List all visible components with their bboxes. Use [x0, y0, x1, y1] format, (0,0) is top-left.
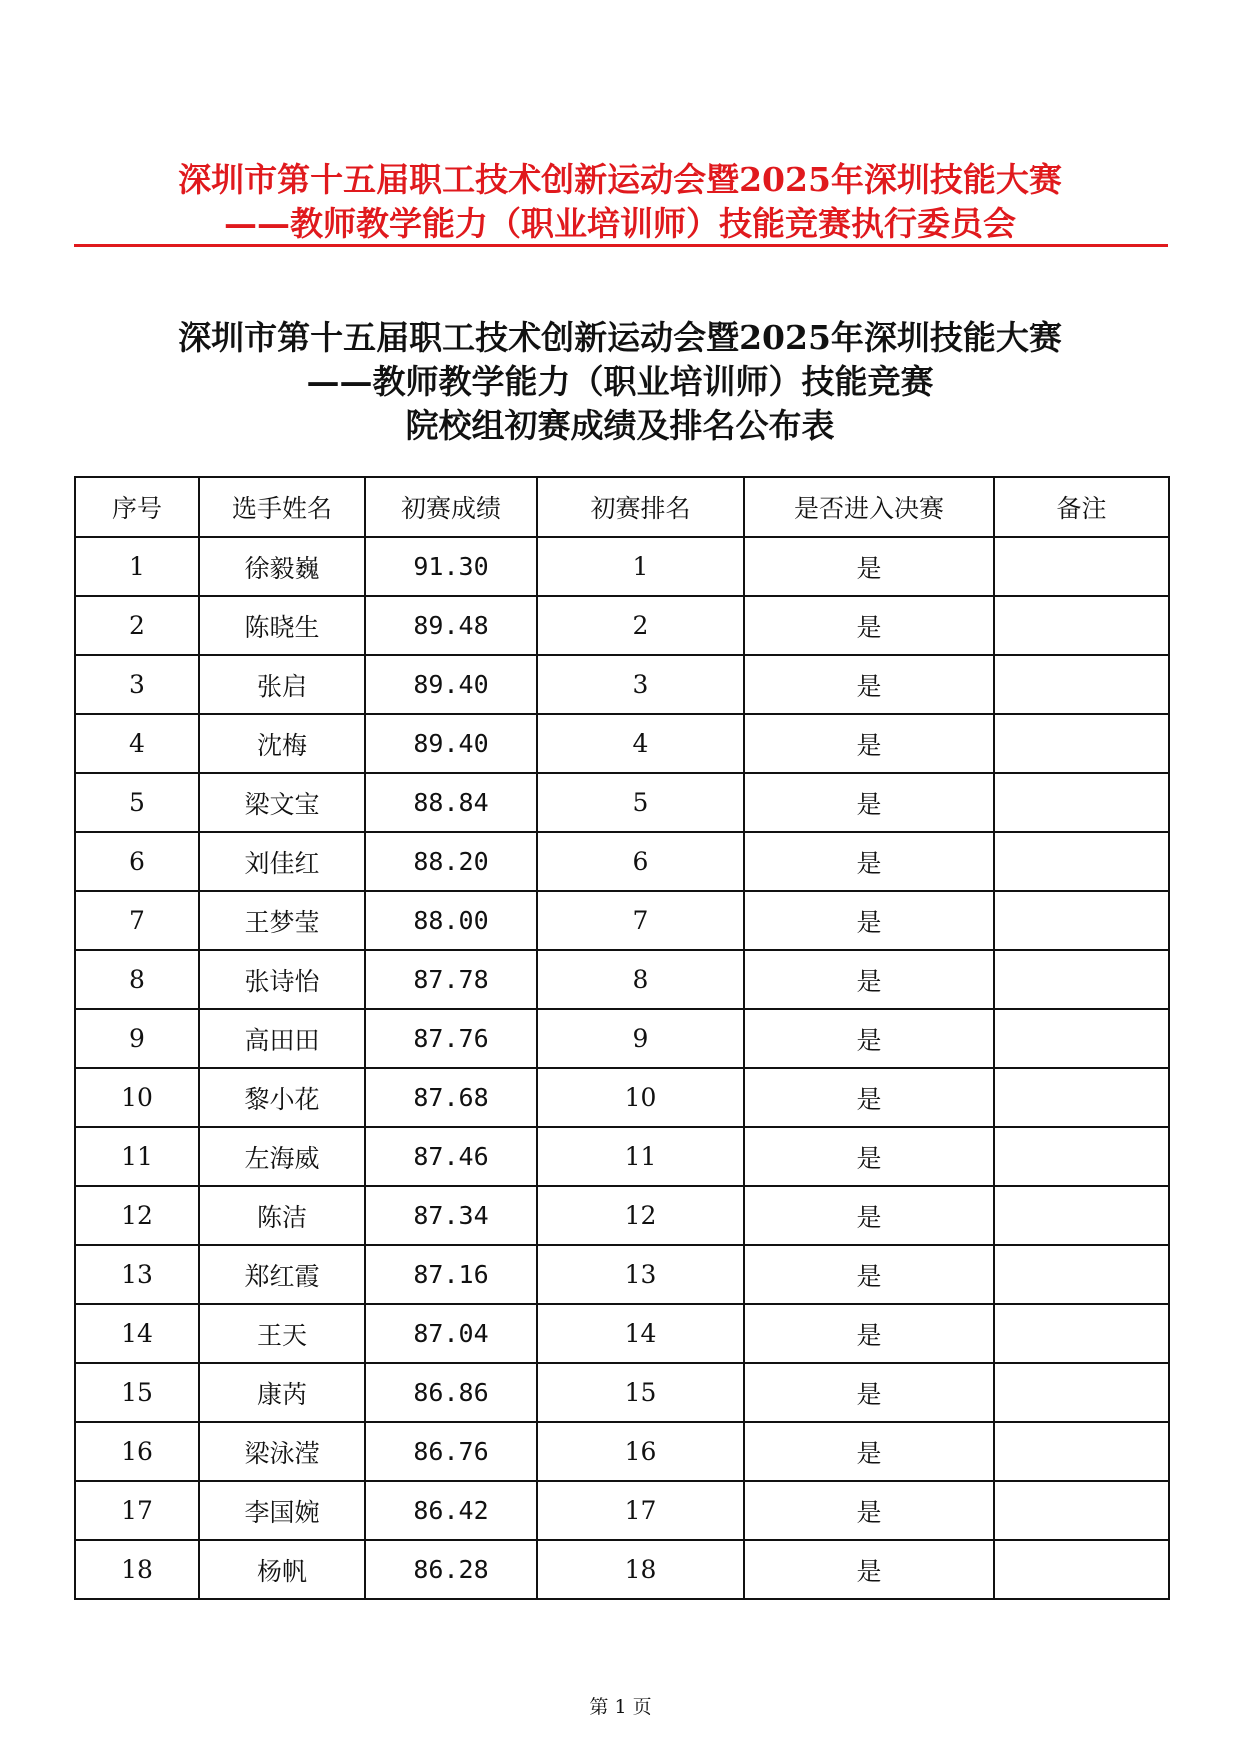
cell-rank: 16 [537, 1422, 744, 1481]
page-number: 第 1 页 [589, 1696, 652, 1718]
cell-score: 88.20 [365, 832, 537, 891]
cell-rank: 5 [537, 773, 744, 832]
cell-note [994, 1363, 1169, 1422]
cell-name: 康芮 [199, 1363, 365, 1422]
cell-name: 陈洁 [199, 1186, 365, 1245]
cell-final: 是 [744, 1422, 994, 1481]
table-row [75, 1068, 1169, 1127]
table-row [75, 1245, 1169, 1304]
cell-final: 是 [744, 537, 994, 596]
cell-final: 是 [744, 714, 994, 773]
cell-rank: 10 [537, 1068, 744, 1127]
cell-rank: 17 [537, 1481, 744, 1540]
cell-final: 是 [744, 773, 994, 832]
cell-note [994, 950, 1169, 1009]
cell-score: 91.30 [365, 537, 537, 596]
cell-rank: 7 [537, 891, 744, 950]
cell-name: 梁泳滢 [199, 1422, 365, 1481]
cell-final: 是 [744, 1540, 994, 1599]
cell-index: 9 [75, 1009, 199, 1068]
cell-final: 是 [744, 655, 994, 714]
cell-rank: 14 [537, 1304, 744, 1363]
cell-name: 左海威 [199, 1127, 365, 1186]
cell-score: 86.28 [365, 1540, 537, 1599]
cell-score: 89.40 [365, 714, 537, 773]
cell-name: 王梦莹 [199, 891, 365, 950]
document-title-line-3: 院校组初赛成绩及排名公布表 [405, 406, 835, 445]
cell-name: 沈梅 [199, 714, 365, 773]
cell-final: 是 [744, 1127, 994, 1186]
cell-note [994, 596, 1169, 655]
results-table [74, 476, 1170, 1600]
cell-name: 黎小花 [199, 1068, 365, 1127]
cell-final: 是 [744, 1009, 994, 1068]
cell-name: 王天 [199, 1304, 365, 1363]
cell-final: 是 [744, 832, 994, 891]
cell-index: 5 [75, 773, 199, 832]
table-body [75, 537, 1169, 1599]
cell-index: 12 [75, 1186, 199, 1245]
cell-score: 87.46 [365, 1127, 537, 1186]
cell-note [994, 1540, 1169, 1599]
cell-name: 刘佳红 [199, 832, 365, 891]
cell-index: 15 [75, 1363, 199, 1422]
table-row [75, 714, 1169, 773]
cell-name: 高田田 [199, 1009, 365, 1068]
cell-final: 是 [744, 596, 994, 655]
cell-score: 87.78 [365, 950, 537, 1009]
cell-score: 87.68 [365, 1068, 537, 1127]
cell-rank: 2 [537, 596, 744, 655]
cell-rank: 9 [537, 1009, 744, 1068]
column-header-score: 初赛成绩 [365, 477, 537, 537]
cell-index: 4 [75, 714, 199, 773]
table-row [75, 1186, 1169, 1245]
cell-note [994, 1422, 1169, 1481]
cell-rank: 4 [537, 714, 744, 773]
cell-index: 3 [75, 655, 199, 714]
cell-rank: 8 [537, 950, 744, 1009]
table-row [75, 655, 1169, 714]
cell-name: 郑红霞 [199, 1245, 365, 1304]
cell-note [994, 1304, 1169, 1363]
cell-note [994, 655, 1169, 714]
table-row [75, 1481, 1169, 1540]
cell-score: 89.40 [365, 655, 537, 714]
cell-rank: 18 [537, 1540, 744, 1599]
cell-note [994, 714, 1169, 773]
cell-rank: 1 [537, 537, 744, 596]
cell-final: 是 [744, 1245, 994, 1304]
cell-final: 是 [744, 1304, 994, 1363]
cell-rank: 13 [537, 1245, 744, 1304]
cell-name: 杨帆 [199, 1540, 365, 1599]
table-row [75, 773, 1169, 832]
column-header-note: 备注 [994, 477, 1169, 537]
document-title-line-2: ——教师教学能力（职业培训师）技能竞赛 [306, 362, 934, 401]
cell-note [994, 1009, 1169, 1068]
cell-name: 徐毅巍 [199, 537, 365, 596]
cell-index: 6 [75, 832, 199, 891]
cell-name: 张诗怡 [199, 950, 365, 1009]
header-red-divider [74, 244, 1168, 247]
cell-note [994, 1245, 1169, 1304]
table-row [75, 1127, 1169, 1186]
table-row [75, 1304, 1169, 1363]
cell-index: 14 [75, 1304, 199, 1363]
committee-header-line-1: 深圳市第十五届职工技术创新运动会暨2025年深圳技能大赛 [178, 160, 1062, 199]
table-row [75, 832, 1169, 891]
cell-final: 是 [744, 891, 994, 950]
column-header-rank: 初赛排名 [537, 477, 744, 537]
cell-index: 2 [75, 596, 199, 655]
cell-index: 8 [75, 950, 199, 1009]
table-row [75, 1540, 1169, 1599]
cell-note [994, 832, 1169, 891]
cell-score: 88.00 [365, 891, 537, 950]
cell-score: 88.84 [365, 773, 537, 832]
cell-note [994, 1127, 1169, 1186]
cell-rank: 3 [537, 655, 744, 714]
cell-index: 13 [75, 1245, 199, 1304]
table-row [75, 950, 1169, 1009]
table-row [75, 1422, 1169, 1481]
cell-index: 17 [75, 1481, 199, 1540]
cell-score: 87.76 [365, 1009, 537, 1068]
cell-index: 16 [75, 1422, 199, 1481]
cell-rank: 6 [537, 832, 744, 891]
document-title-line-1: 深圳市第十五届职工技术创新运动会暨2025年深圳技能大赛 [178, 318, 1062, 357]
cell-final: 是 [744, 1481, 994, 1540]
table-row [75, 1363, 1169, 1422]
table-header-row [75, 477, 1169, 537]
column-header-final: 是否进入决赛 [744, 477, 994, 537]
cell-note [994, 773, 1169, 832]
table-row [75, 1009, 1169, 1068]
cell-rank: 11 [537, 1127, 744, 1186]
cell-index: 18 [75, 1540, 199, 1599]
cell-note [994, 1068, 1169, 1127]
column-header-name: 选手姓名 [199, 477, 365, 537]
table-row [75, 537, 1169, 596]
cell-note [994, 537, 1169, 596]
cell-final: 是 [744, 1186, 994, 1245]
cell-name: 陈晓生 [199, 596, 365, 655]
table-row [75, 596, 1169, 655]
cell-score: 87.34 [365, 1186, 537, 1245]
cell-index: 7 [75, 891, 199, 950]
cell-final: 是 [744, 1363, 994, 1422]
cell-score: 89.48 [365, 596, 537, 655]
cell-score: 86.76 [365, 1422, 537, 1481]
cell-name: 梁文宝 [199, 773, 365, 832]
cell-score: 87.04 [365, 1304, 537, 1363]
cell-rank: 12 [537, 1186, 744, 1245]
cell-note [994, 1481, 1169, 1540]
column-header-index: 序号 [75, 477, 199, 537]
cell-index: 1 [75, 537, 199, 596]
cell-final: 是 [744, 950, 994, 1009]
cell-index: 11 [75, 1127, 199, 1186]
cell-note [994, 1186, 1169, 1245]
cell-note [994, 891, 1169, 950]
committee-header-line-2: ——教师教学能力（职业培训师）技能竞赛执行委员会 [224, 204, 1016, 243]
cell-name: 张启 [199, 655, 365, 714]
cell-rank: 15 [537, 1363, 744, 1422]
cell-index: 10 [75, 1068, 199, 1127]
table-row [75, 891, 1169, 950]
cell-score: 86.42 [365, 1481, 537, 1540]
cell-score: 87.16 [365, 1245, 537, 1304]
cell-name: 李国婉 [199, 1481, 365, 1540]
cell-score: 86.86 [365, 1363, 537, 1422]
cell-final: 是 [744, 1068, 994, 1127]
